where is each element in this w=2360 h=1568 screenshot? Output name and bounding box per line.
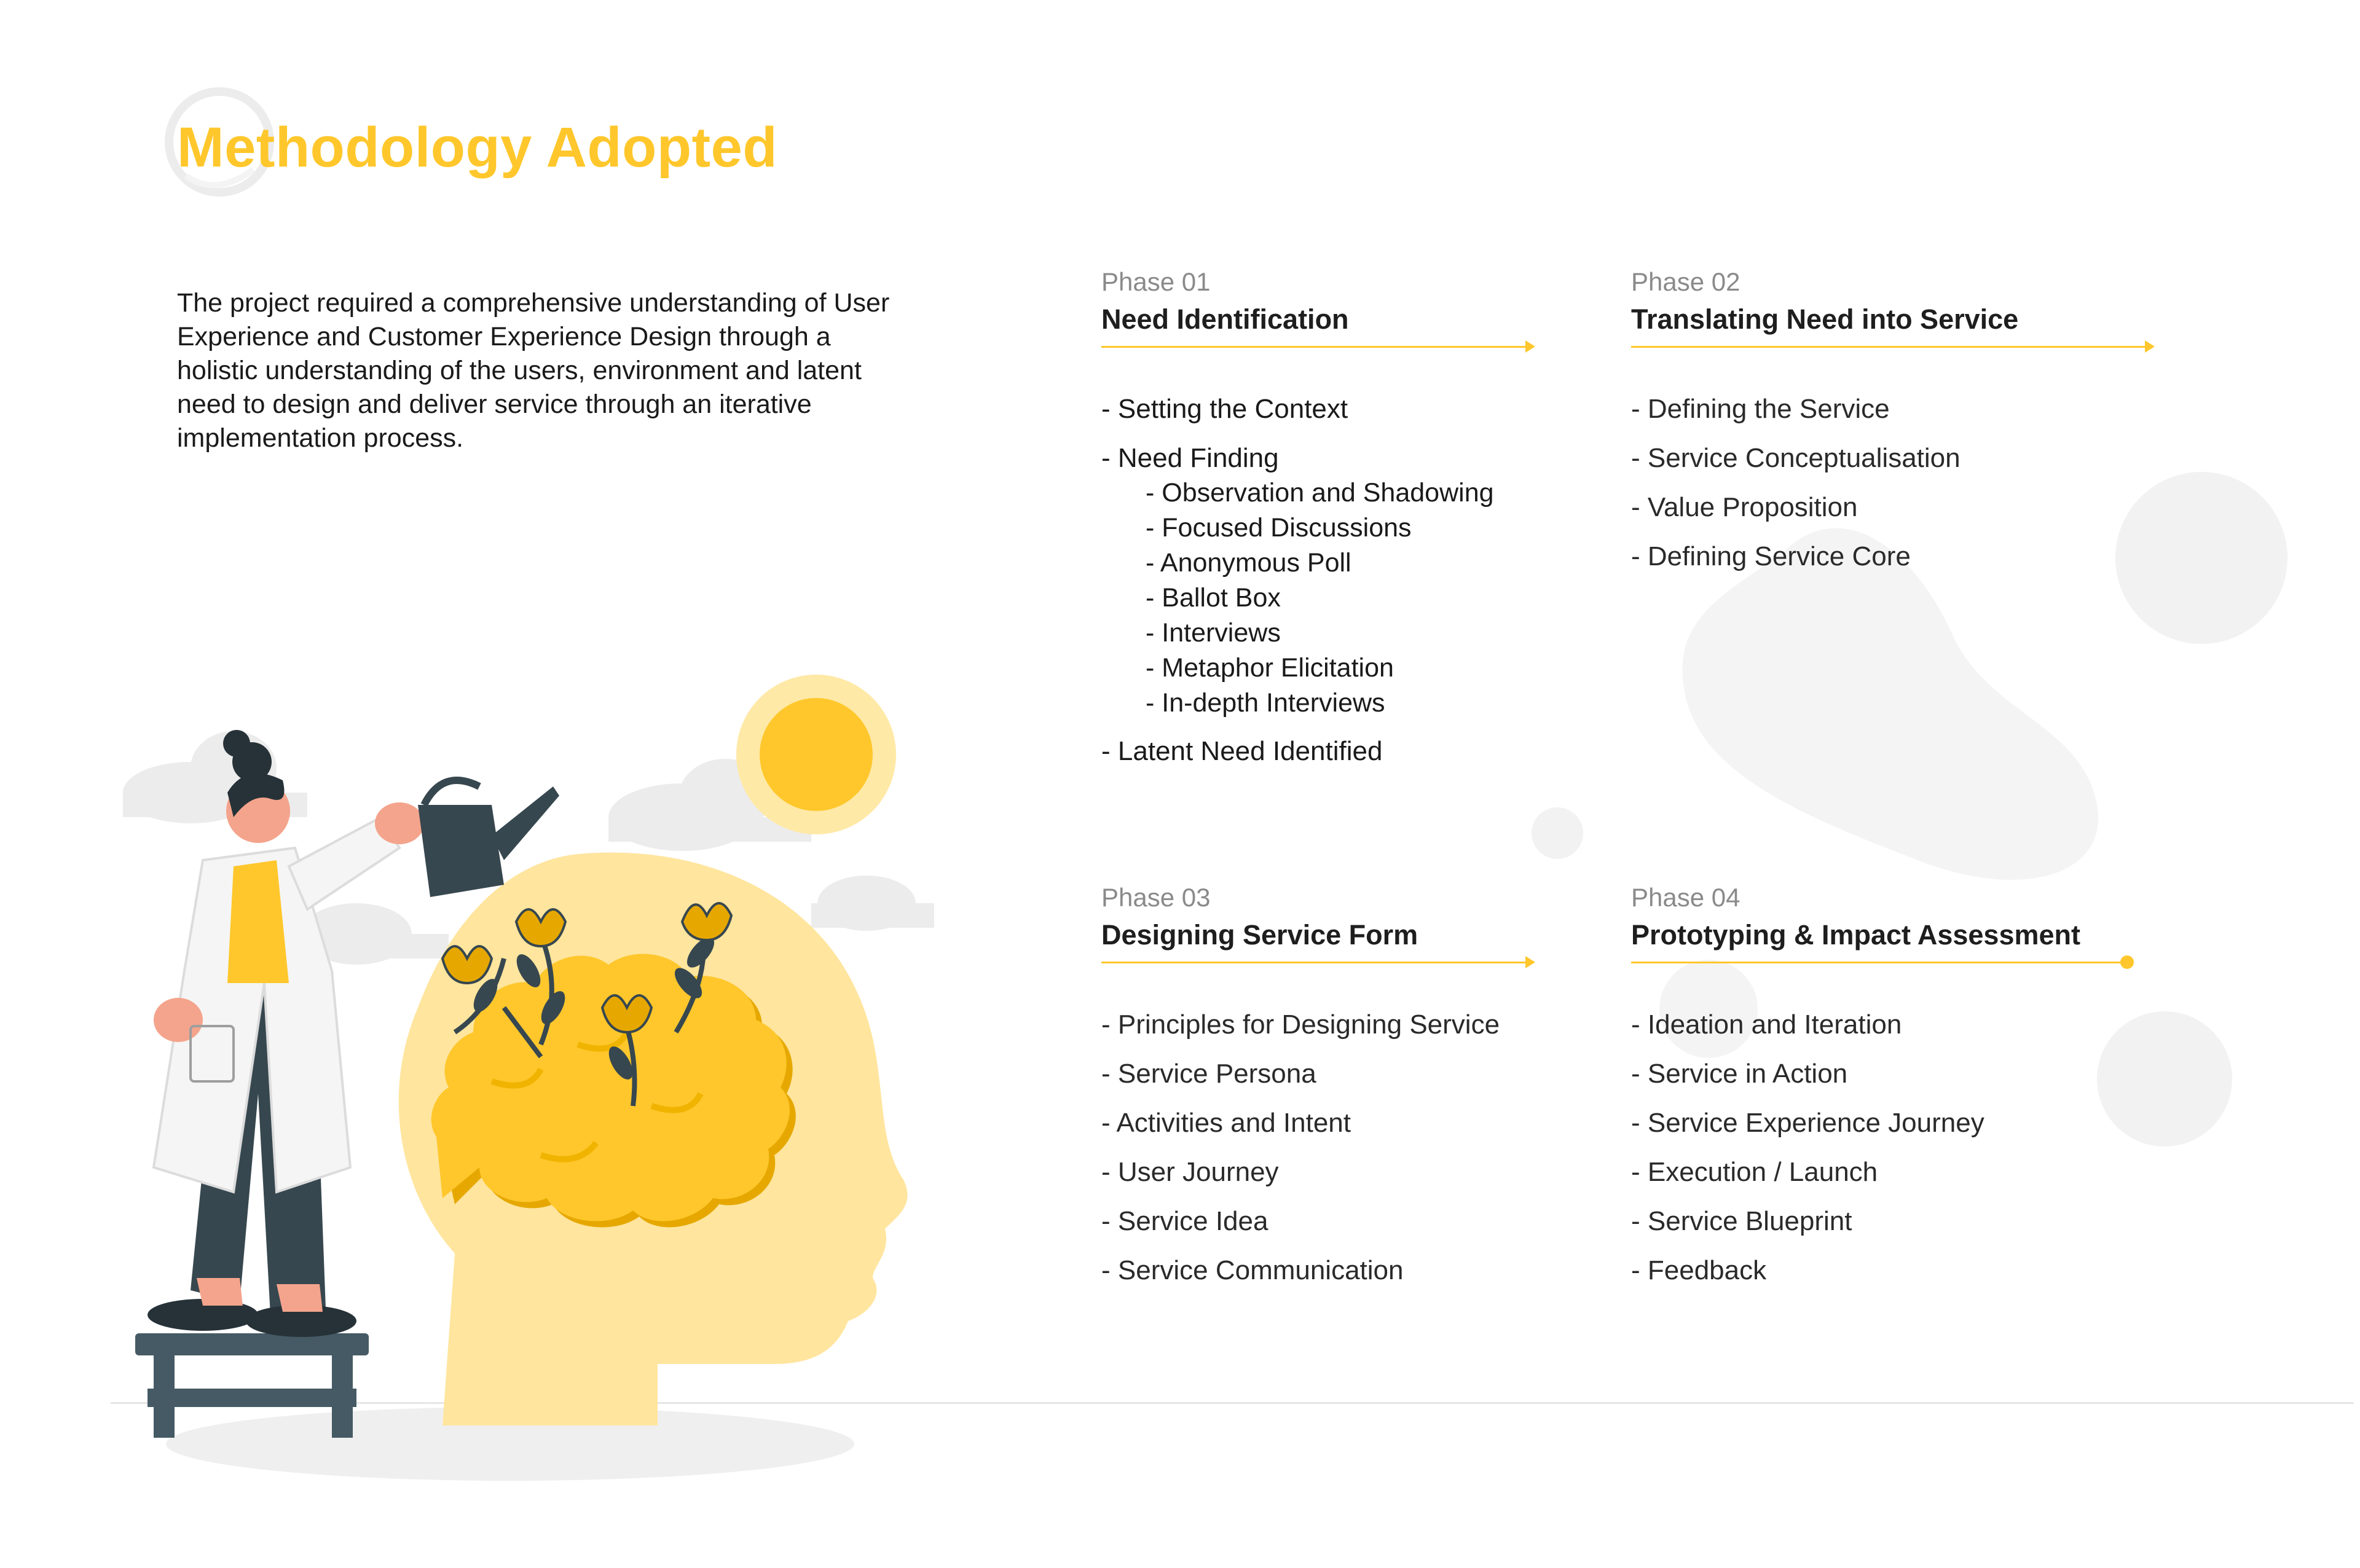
- phase-label: Phase 04: [1631, 883, 1740, 912]
- background-circle: [1532, 807, 1583, 859]
- sub-list-item: - Observation and Shadowing: [1146, 478, 1494, 508]
- list-item: - Service in Action: [1631, 1059, 1848, 1089]
- phase-dot-rule: [1631, 961, 2098, 963]
- list-item: - Service Idea: [1101, 1206, 1268, 1236]
- list-item: - Principles for Designing Service: [1101, 1009, 1500, 1040]
- list-item: [1101, 441, 1568, 721]
- list-item: - Activities and Intent: [1101, 1108, 1351, 1138]
- sub-list-item: - Interviews: [1146, 618, 1281, 648]
- list-item: - Service Persona: [1101, 1059, 1316, 1089]
- list-item: - Setting the Context: [1101, 394, 1348, 424]
- phase-label: Phase 02: [1631, 267, 1740, 296]
- page-title: Methodology Adopted: [177, 116, 778, 179]
- list-item: - Defining Service Core: [1631, 541, 1911, 571]
- phase-03: [1101, 880, 1568, 1303]
- phase-arrow-rule: [1101, 345, 1568, 348]
- sub-list-item: - Anonymous Poll: [1146, 548, 1351, 578]
- sub-list-item: - In-depth Interviews: [1146, 688, 1385, 718]
- phase-title: Translating Need into Service: [1631, 304, 2019, 335]
- sub-list-item: - Metaphor Elicitation: [1146, 653, 1394, 683]
- cloud-icon: [811, 876, 934, 931]
- illustration-watering-brain: [111, 664, 971, 1487]
- background-circle: [2097, 1011, 2232, 1147]
- intro-paragraph: The project required a comprehensive understanding of User Experience and Customer Experience Design through a holistic understanding of the users, environment and latent need to design and deliver service through an iterative implementation process.: [177, 288, 890, 453]
- phase-04: [1631, 880, 2098, 1303]
- list-item: - Service Communication: [1101, 1255, 1404, 1285]
- sub-list: [1146, 476, 1568, 721]
- phase-title: Need Identification: [1101, 304, 1349, 335]
- list-item: - Value Proposition: [1631, 492, 1858, 522]
- phase-01: [1101, 264, 1568, 783]
- phase-label: Phase 03: [1101, 883, 1211, 912]
- phase-title: Prototyping & Impact Assessment: [1631, 919, 2080, 951]
- phase-arrow-rule: [1631, 345, 2098, 348]
- phase-title: Designing Service Form: [1101, 919, 1418, 951]
- list-item: - Defining the Service: [1631, 394, 1890, 424]
- list-item: - Ideation and Iteration: [1631, 1009, 1902, 1040]
- phase-label: Phase 01: [1101, 267, 1211, 296]
- list-item: - Service Blueprint: [1631, 1206, 1852, 1236]
- sub-list-item: - Focused Discussions: [1146, 513, 1412, 543]
- list-item: - User Journey: [1101, 1157, 1279, 1187]
- sub-list-item: - Ballot Box: [1146, 583, 1281, 613]
- list-item: - Execution / Launch: [1631, 1157, 1878, 1187]
- list-item: - Latent Need Identified: [1101, 736, 1383, 766]
- list-item: - Service Experience Journey: [1631, 1108, 1984, 1138]
- background-circle: [2115, 472, 2287, 644]
- list-item-label: - Need Finding: [1101, 443, 1279, 473]
- phase-arrow-rule: [1101, 961, 1568, 963]
- phase-02: [1631, 264, 2098, 589]
- list-item: - Feedback: [1631, 1255, 1767, 1285]
- list-item: - Service Conceptualisation: [1631, 443, 1961, 473]
